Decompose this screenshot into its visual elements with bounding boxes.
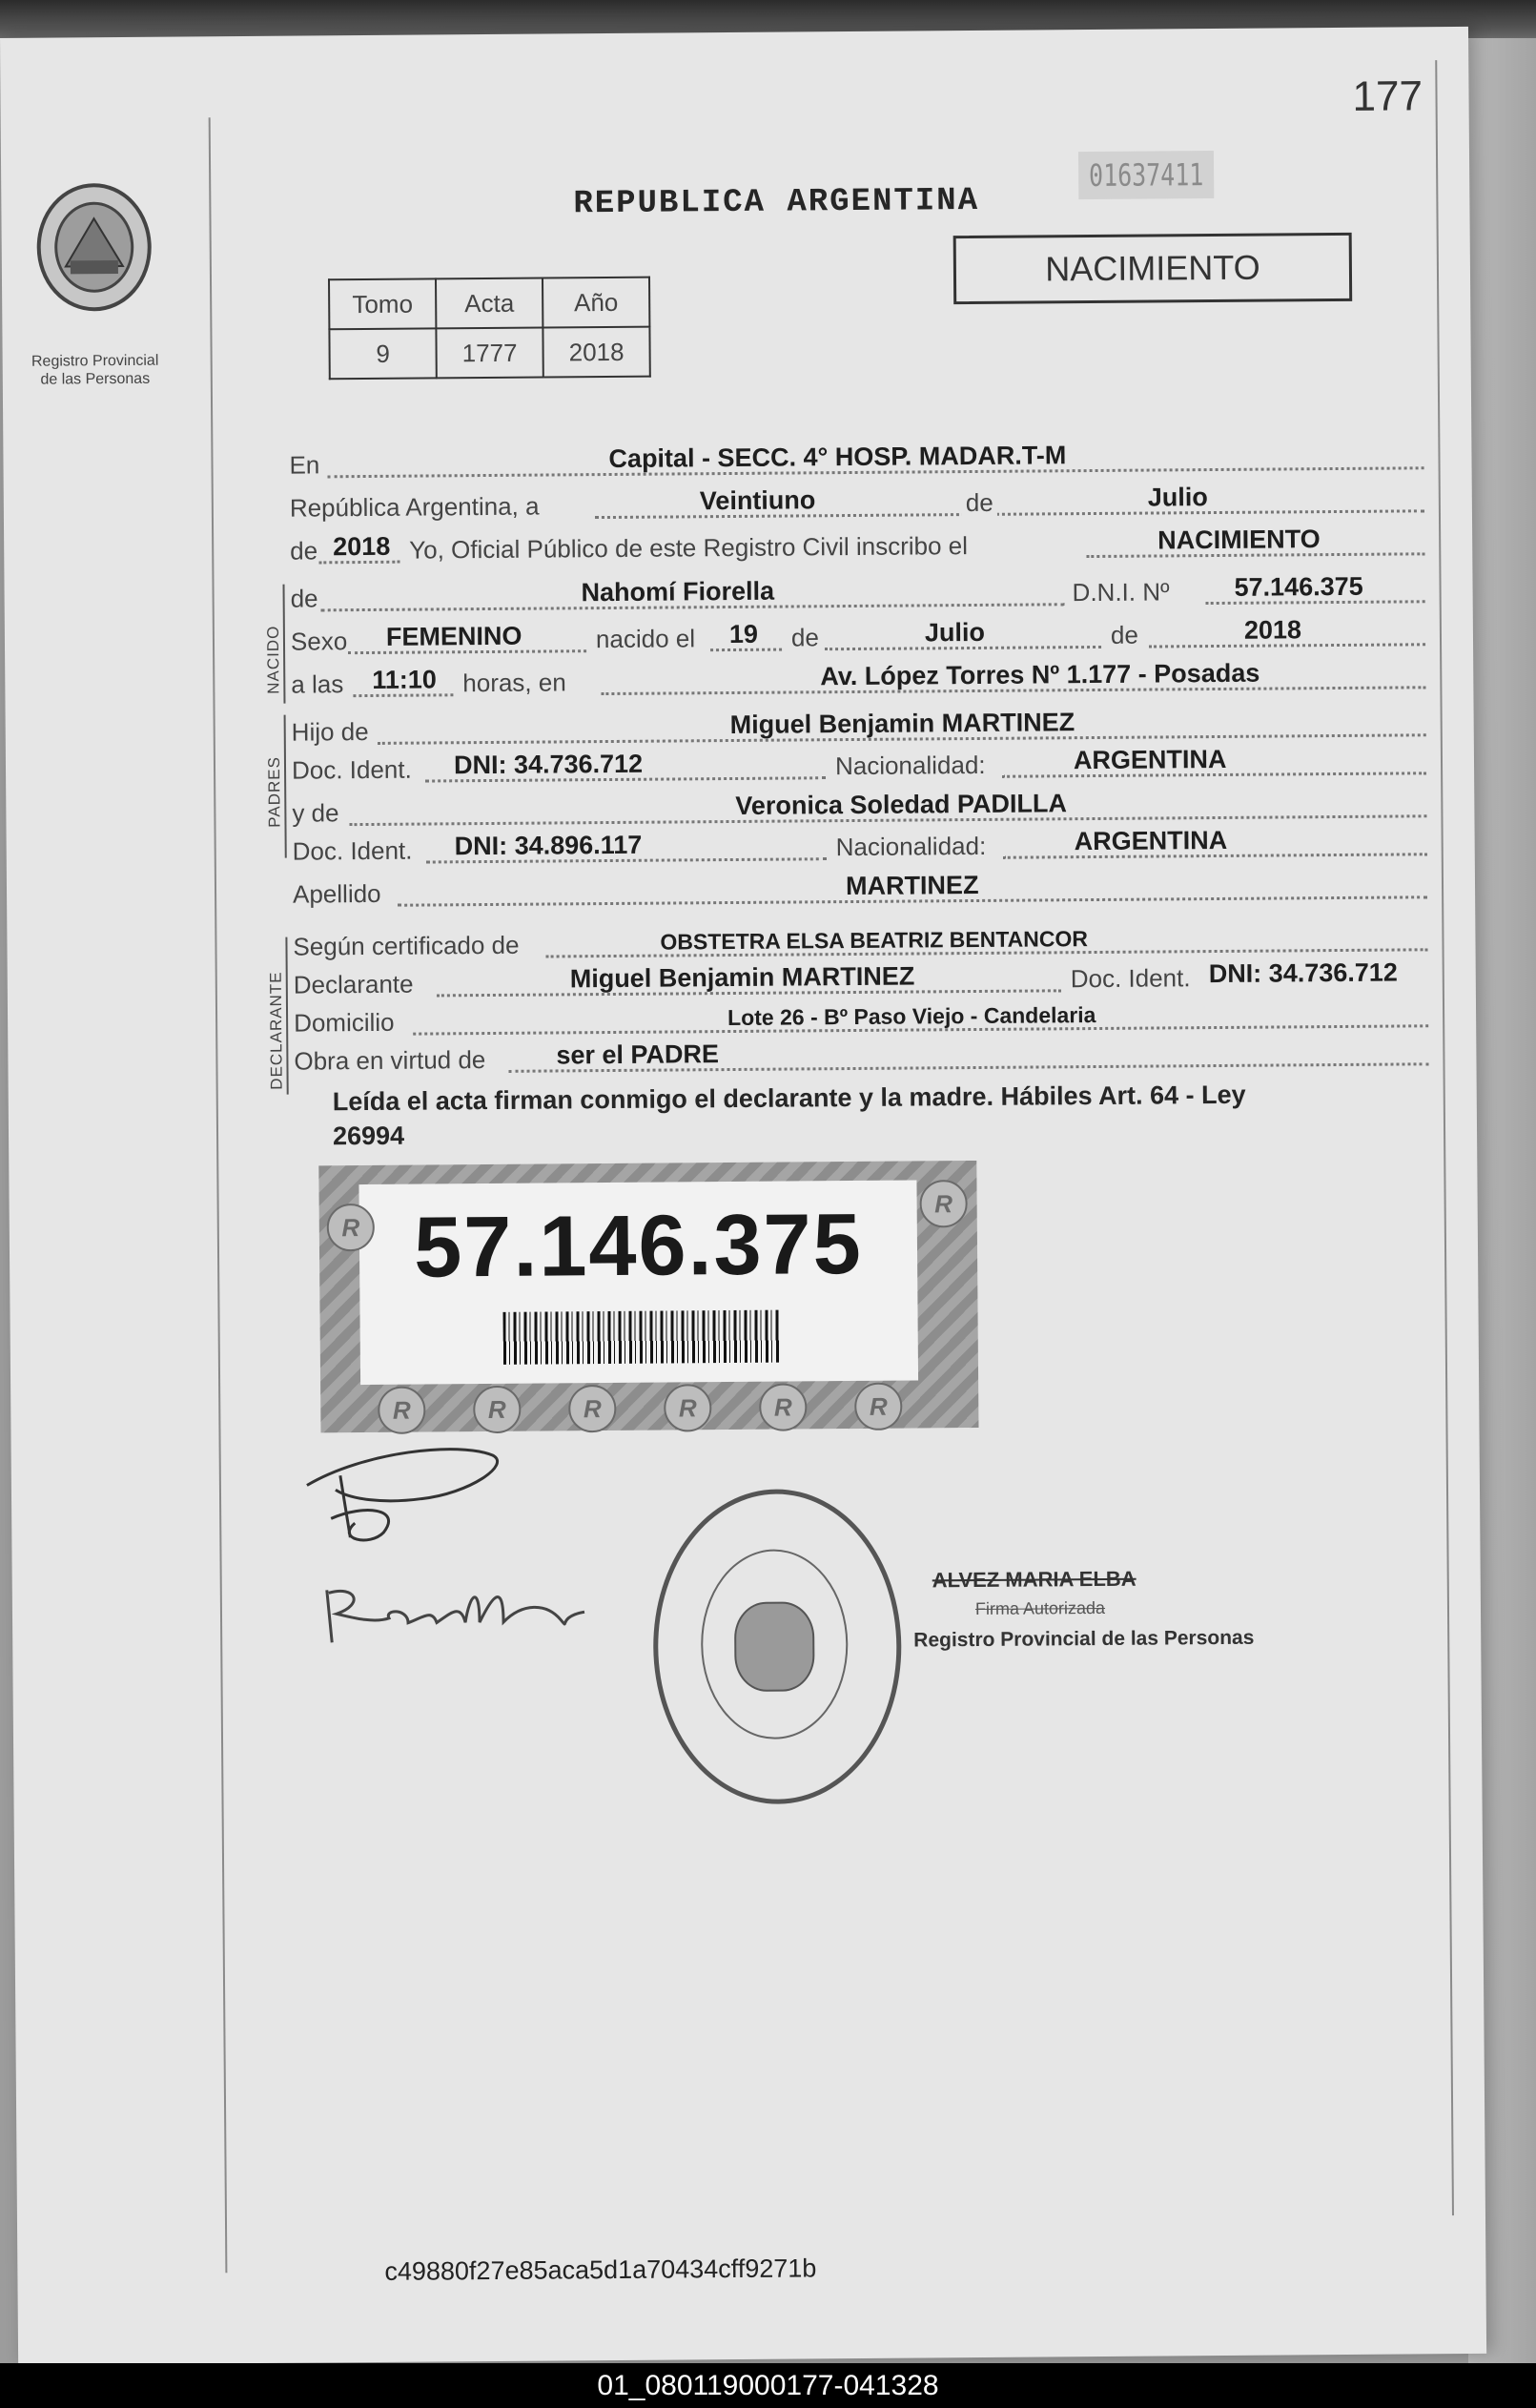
label-de: de: [962, 488, 997, 518]
value-mother-name: Veronica Soledad PADILLA: [735, 789, 1068, 820]
signing-note-line1: Leída el acta firman conmigo el declarante y la madre. Hábiles Art. 64 - Ley: [332, 1080, 1246, 1117]
provincial-emblem: [22, 180, 167, 390]
value-sex: FEMENINO: [385, 621, 522, 651]
declarant-signature-icon: [297, 1431, 517, 1557]
label-horas-en: horas, en: [462, 668, 566, 698]
value-address: Lote 26 - Bº Paso Viejo - Candelaria: [727, 1002, 1096, 1031]
register-value-acta: 1777: [436, 328, 543, 379]
file-id-text: 01_080119000177-041328: [597, 2370, 939, 2401]
section-label-nacido: NACIDO: [263, 625, 283, 694]
r-mark-icon: R: [919, 1180, 967, 1227]
value-year: 2018: [333, 531, 391, 562]
signing-note: [333, 1076, 1430, 1154]
register-header-anio: Año: [543, 278, 649, 328]
row-mother-doc: [293, 823, 1427, 870]
r-mark-icon: R: [759, 1383, 807, 1430]
provincial-seal-icon: [22, 180, 166, 348]
r-mark-icon: R: [664, 1384, 711, 1431]
file-id-bar: [0, 2363, 1536, 2408]
section-label-padres: PADRES: [264, 756, 284, 828]
value-birth-year: 2018: [1243, 615, 1302, 645]
value-birth-month: Julio: [924, 617, 986, 648]
signing-note-line2: 26994: [332, 1122, 405, 1151]
register-header-tomo: Tomo: [329, 278, 436, 329]
dni-barcode: [503, 1310, 780, 1365]
registry-caption-line2: de las Personas: [40, 370, 151, 388]
dni-label-number: 57.146.375: [413, 1196, 864, 1296]
value-declarant-doc: DNI: 34.736.712: [1208, 957, 1398, 989]
left-margin-rule: [209, 117, 228, 2273]
label-nacionalidad-father: Nacionalidad:: [834, 750, 986, 781]
value-certificate: OBSTETRA ELSA BEATRIZ BENTANCOR: [660, 926, 1089, 955]
value-father-doc: DNI: 34.736.712: [453, 749, 644, 780]
label-declarante: Declarante: [293, 969, 414, 999]
right-margin-rule: [1435, 60, 1454, 2215]
row-inscription: [290, 523, 1424, 569]
label-obra: Obra en virtud de: [294, 1045, 486, 1076]
row-surname: [293, 866, 1427, 913]
value-month: Julio: [1147, 483, 1208, 512]
label-nacionalidad-mother: Nacionalidad:: [835, 831, 987, 862]
r-mark-icon: R: [568, 1385, 616, 1432]
label-doc-ident-father: Doc. Ident.: [291, 754, 412, 785]
mother-signature-icon: [317, 1564, 595, 1652]
row-place: [289, 437, 1423, 484]
value-record-type: NACIMIENTO: [1157, 525, 1321, 555]
label-doc-ident-declarant: Doc. Ident.: [1070, 963, 1191, 994]
register-value-anio: 2018: [543, 327, 649, 378]
authorized-signature-label: Firma Autorizada: [974, 1597, 1106, 1619]
value-father-nationality: ARGENTINA: [1073, 744, 1227, 775]
label-segun: Según certificado de: [293, 930, 520, 961]
value-child-name: Nahomí Fiorella: [581, 576, 775, 607]
label-dni: D.N.I. Nº: [1072, 577, 1170, 607]
value-mother-doc: DNI: 34.896.117: [454, 830, 643, 861]
birth-certificate-page: [0, 27, 1486, 2365]
label-hijo-de: Hijo de: [291, 716, 369, 747]
value-place: Capital - SECC. 4° HOSP. MADAR.T-M: [608, 441, 1067, 473]
label-nacido: nacido el: [595, 624, 696, 654]
value-day-text: Veintiuno: [699, 485, 816, 516]
register-table: [328, 277, 651, 381]
value-reason: ser el PADRE: [556, 1039, 720, 1070]
value-father-name: Miguel Benjamin MARTINEZ: [729, 708, 1075, 740]
row-sex-birth: [291, 613, 1425, 660]
label-de-year: de: [290, 536, 318, 566]
section-label-declarante: DECLARANTE: [266, 971, 286, 1090]
label-inscribo: Yo, Oficial Público de este Registro Civil inscribo el: [409, 531, 969, 565]
register-header-acta: Acta: [436, 278, 543, 329]
stamp-emblem-icon: [734, 1601, 815, 1692]
r-mark-icon: R: [473, 1386, 521, 1433]
document-hash: c49880f27e85aca5d1a70434cff9271b: [384, 2254, 817, 2286]
value-child-dni: 57.146.375: [1234, 571, 1363, 602]
page-number: 177: [1352, 72, 1423, 120]
serial-number: 01637411: [1078, 151, 1214, 199]
document-title: REPUBLICA ARGENTINA: [573, 182, 980, 223]
dni-label-inner: [358, 1180, 918, 1385]
registry-caption-line1: Registro Provincial: [31, 352, 159, 370]
certificate-type-box: NACIMIENTO: [953, 233, 1353, 304]
register-header-row: [329, 278, 649, 330]
value-mother-nationality: ARGENTINA: [1074, 825, 1228, 856]
label-sexo: Sexo: [290, 627, 348, 656]
value-surname: MARTINEZ: [845, 870, 979, 901]
value-birth-place: Av. López Torres Nº 1.177 - Posadas: [820, 658, 1260, 691]
registry-footer-label: Registro Provincial de las Personas: [913, 1626, 1255, 1652]
label-doc-ident-mother: Doc. Ident.: [292, 835, 413, 866]
official-name: ALVEZ MARIA ELBA: [932, 1566, 1137, 1593]
r-mark-icon: R: [327, 1204, 375, 1251]
value-declarant-name: Miguel Benjamin MARTINEZ: [569, 961, 915, 994]
value-birth-day: 19: [728, 619, 759, 649]
label-en: En: [289, 450, 320, 480]
label-apellido: Apellido: [292, 878, 381, 909]
label-de-birth-year: de: [1110, 620, 1138, 649]
label-domicilio: Domicilio: [294, 1007, 395, 1038]
r-mark-icon: R: [854, 1383, 902, 1430]
label-y-de: y de: [292, 798, 339, 828]
row-reason: [294, 1033, 1428, 1080]
label-de-birth: de: [790, 623, 820, 652]
r-mark-icon: R: [378, 1387, 425, 1434]
row-father-doc: [292, 742, 1426, 789]
row-name: [290, 570, 1424, 617]
register-value-row: [329, 327, 649, 380]
row-time-place: [291, 656, 1425, 703]
delegation-stamp: [652, 1489, 903, 1805]
value-birth-time: 11:10: [372, 665, 437, 694]
register-value-tomo: 9: [329, 328, 436, 379]
row-date: [290, 480, 1424, 526]
label-de-name: de: [290, 584, 318, 613]
label-republica: República Argentina, a: [289, 491, 540, 523]
dni-label-card: [318, 1161, 978, 1432]
label-a-las: a las: [291, 669, 344, 699]
